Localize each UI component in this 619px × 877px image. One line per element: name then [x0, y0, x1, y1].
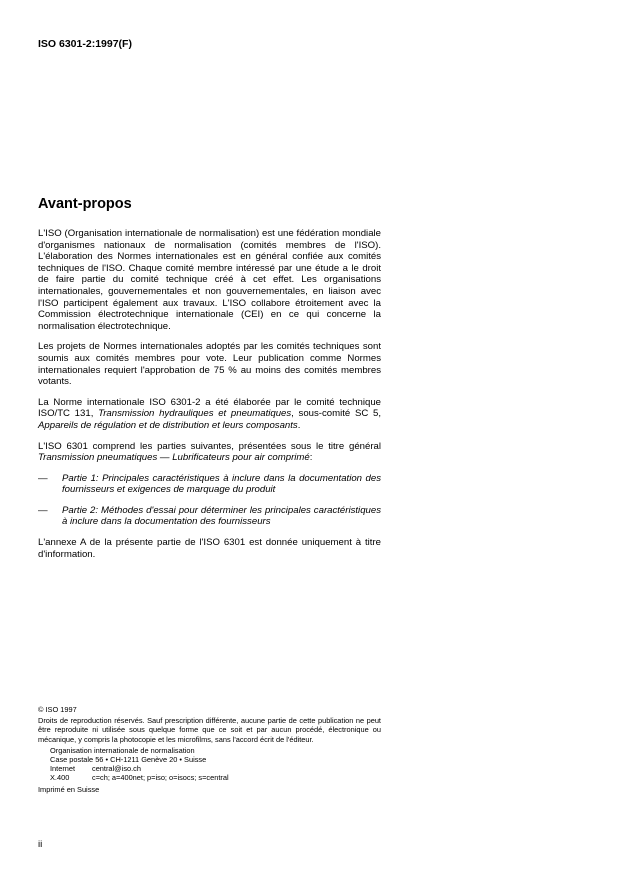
page-number: ii [38, 839, 43, 850]
standard-identifier: ISO 6301-2:1997(F) [38, 38, 132, 50]
paragraph-parts-intro [38, 441, 381, 464]
printed-in: Imprimé en Suisse [38, 784, 100, 794]
parts-intro-text-2: : [309, 452, 313, 464]
x400-label: X.400 [50, 773, 70, 783]
internet-label: Internet [50, 764, 76, 774]
list-item [38, 473, 381, 496]
parts-intro-text-1: L'ISO 6301 comprend les parties suivantes, présentées sous le titre général [38, 440, 381, 452]
paragraph-iso-intro: L'ISO (Organisation internationale de normalisation) est une fédération mondiale d'organismes nationaux de normalisation (comités membres de l'ISO). L'élaboration des Normes internationales est en général confiée aux comités techniques de l'ISO. Chaque comité membre intéressé par une étude a le droit de faire partie du comité technique créé à cet effet. Les organisations internationales, gouvernementales et non gouvernementales, en liaison avec l'ISO participent également aux travaux. L'ISO collabore étroitement avec la Commission électrotechnique internationale (CEI) en ce qui concerne la normalisation électrotechnique. [38, 228, 381, 332]
committee-text-1: La Norme internationale ISO 6301-2 a été élaborée par le comité technique ISO/TC 131, [38, 396, 381, 420]
x400-row [50, 773, 381, 782]
list-item [38, 505, 381, 528]
x400-address: c=ch; a=400net; p=iso; o=isocs; s=central [92, 773, 229, 783]
internet-email: central@iso.ch [92, 764, 141, 774]
copyright-notice: © ISO 1997 [38, 705, 77, 714]
paragraph-draft-voting: Les projets de Normes internationales adoptés par les comités techniques sont soumis aux comités membres pour vote. Leur publication comme Normes internationales requiert l'approbation de 75 % au moins des comités membres votants. [38, 341, 381, 388]
foreword-body [38, 228, 381, 569]
part-2-title: Partie 2: Méthodes d'essai pour déterminer les principales caractéristiques à inclure dans la documentation des fournisseurs [62, 504, 381, 528]
section-title: Avant-propos [38, 196, 132, 212]
postal-address: Case postale 56 • CH-1211 Genève 20 • Suisse [50, 755, 207, 765]
part-1-title: Partie 1: Principales caractéristiques à inclure dans la documentation des fournisseurs et exigences de marquage du produit [62, 472, 381, 496]
general-title: Transmission pneumatiques — Lubrificateurs pour air comprimé [38, 452, 310, 464]
paragraph-annex: L'annexe A de la présente partie de l'ISO 6301 est donnée uniquement à titre d'information. [38, 537, 381, 560]
committee-text-2: , sous-comité SC 5, [291, 408, 381, 420]
address-block [38, 746, 381, 783]
subcommittee-name: Appareils de régulation et de distribution et leurs composants [38, 419, 298, 431]
internet-row [50, 764, 381, 773]
committee-text-3: . [297, 419, 301, 431]
paragraph-committee [38, 397, 381, 432]
copyright-footer [38, 705, 381, 794]
list-dash: — [38, 504, 48, 516]
rights-statement: Droits de reproduction réservés. Sauf prescription différente, aucune partie de cette publication ne peut être reproduite ni utilisée sous quelque forme que ce soit et par aucun procédé, électronique ou mécanique, y compris la photocopie et les microfilms, sans l'accord écrit de l'éditeur. [38, 716, 381, 744]
list-dash: — [38, 472, 48, 484]
committee-name: Transmission hydrauliques et pneumatiques [98, 408, 292, 420]
organization-name: Organisation internationale de normalisation [50, 745, 195, 755]
